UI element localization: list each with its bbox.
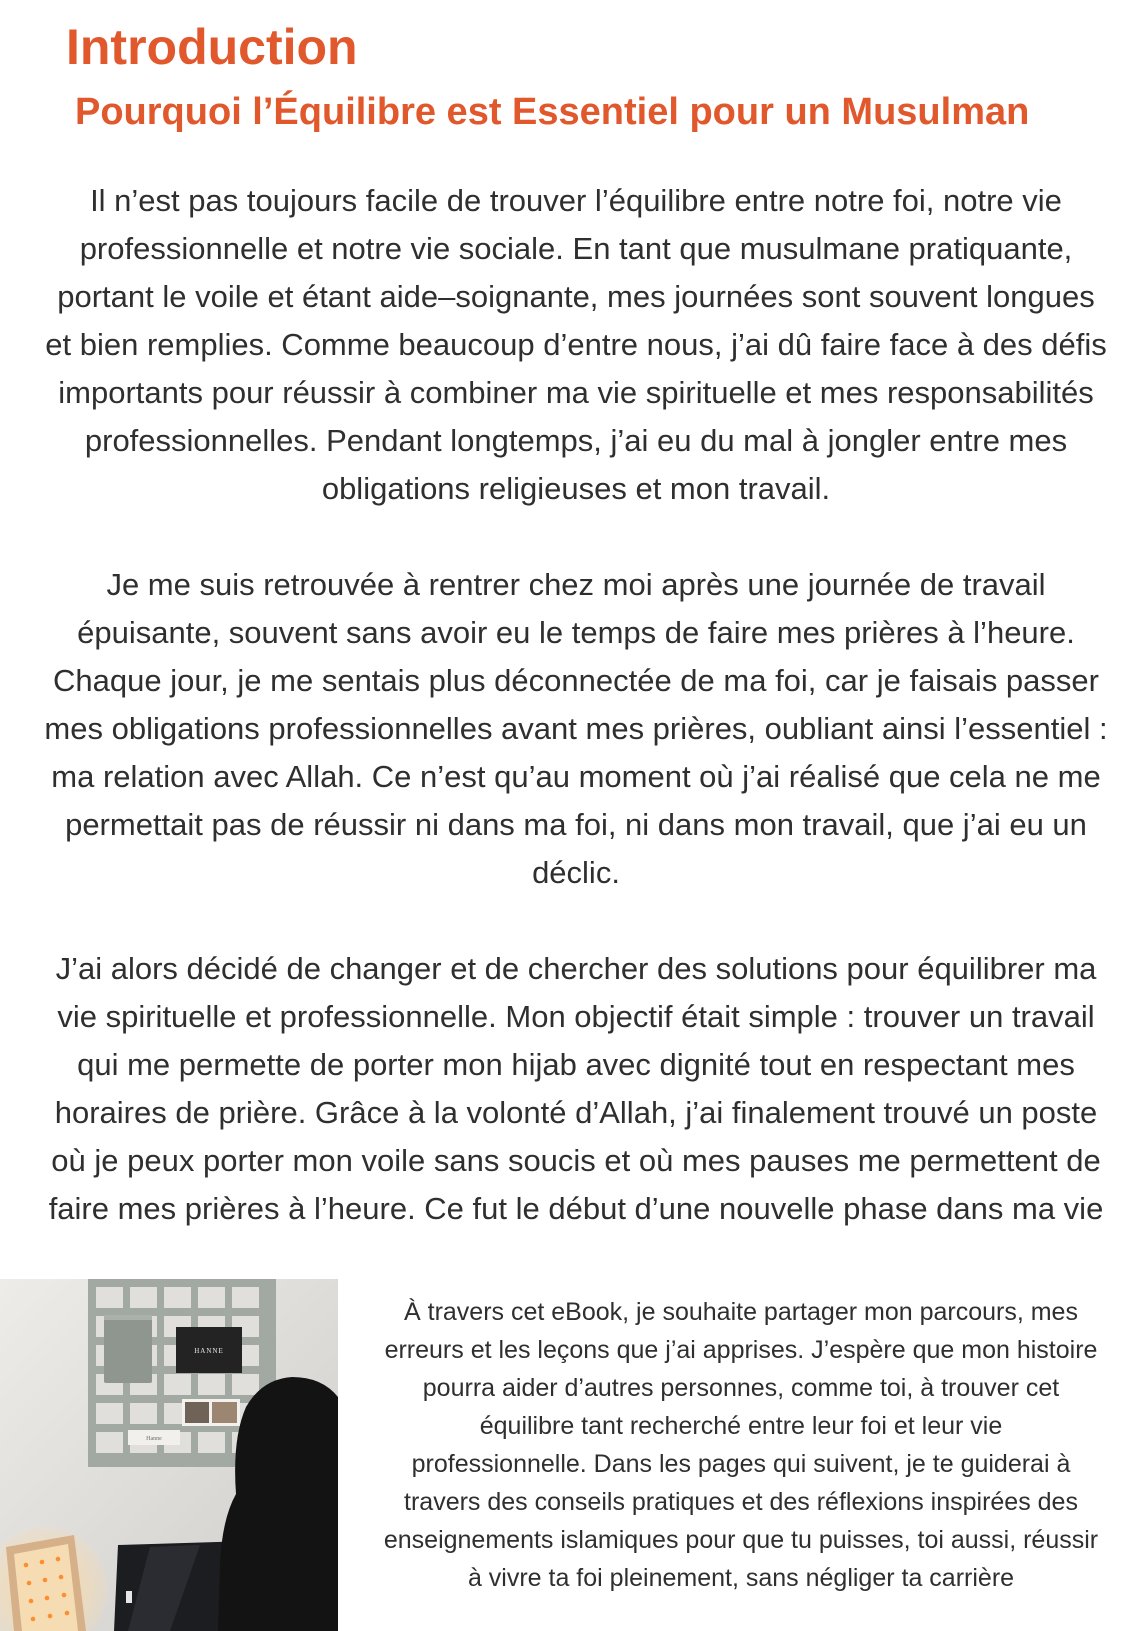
- paragraph-line: Chaque jour, je me sentais plus déconnectée de ma foi, car je faisais passer: [53, 663, 1099, 698]
- aside-text: [342, 1293, 1140, 1597]
- lamp-light: [59, 1575, 64, 1580]
- wall-pocket-body: [104, 1315, 152, 1383]
- aside-line: pourra aider d’autres personnes, comme toi, à trouver cet: [422, 1374, 1060, 1402]
- lamp-light: [24, 1563, 29, 1568]
- lamp-light: [40, 1560, 45, 1565]
- lamp-light: [43, 1578, 48, 1583]
- lamp-light: [29, 1599, 34, 1604]
- wall-pocket: [104, 1315, 152, 1383]
- lamp-light: [27, 1581, 32, 1586]
- lamp-panel: [14, 1544, 78, 1631]
- wall-pocket-lip: [104, 1315, 152, 1320]
- page-subtitle: Pourquoi l’Équilibre est Essentiel pour un Musulman: [75, 91, 1030, 133]
- white-card-label: Hanne: [146, 1436, 162, 1442]
- paragraph-line: ma relation avec Allah. Ce n’est qu’au moment où j’ai réalisé que cela ne me: [51, 759, 1101, 794]
- paragraph-line: où je peux porter mon voile sans soucis et où mes pauses me permettent de: [51, 1143, 1101, 1178]
- photo-print: [185, 1402, 209, 1423]
- paragraph-line: obligations religieuses et mon travail.: [321, 471, 831, 506]
- black-card: [176, 1327, 242, 1373]
- page-title: Introduction: [66, 19, 358, 75]
- paragraph: [10, 945, 1142, 1233]
- aside-line: erreurs et les leçons que j’ai apprises. J’espère que mon histoire: [384, 1336, 1098, 1364]
- paragraph-line: permettait pas de réussir ni dans ma foi, ni dans mon travail, que j’ai eu un: [65, 807, 1087, 842]
- paragraph-line: qui me permette de porter mon hijab avec dignité tout en respectant mes: [77, 1047, 1075, 1082]
- photo-illustration: [0, 1279, 338, 1631]
- paragraph-line: importants pour réussir à combiner ma vie spirituelle et mes responsabilités: [58, 375, 1094, 410]
- photo-print: [212, 1402, 237, 1423]
- paragraph-line: faire mes prières à l’heure. Ce fut le début d’une nouvelle phase dans ma vie: [48, 1191, 1104, 1226]
- aside-line: À travers cet eBook, je souhaite partager mon parcours, mes: [404, 1298, 1078, 1326]
- paragraph-line: professionnelle et notre vie sociale. En tant que musulmane pratiquante,: [79, 231, 1073, 266]
- paragraph-line: vie spirituelle et professionnelle. Mon objectif était simple : trouver un travail: [57, 999, 1095, 1034]
- paragraph-line: épuisante, souvent sans avoir eu le temps de faire mes prières à l’heure.: [77, 615, 1075, 650]
- laptop-sticker: [126, 1591, 132, 1603]
- paragraph: [10, 177, 1142, 513]
- paragraph-line: horaires de prière. Grâce à la volonté d’Allah, j’ai finalement trouvé un poste: [54, 1095, 1098, 1130]
- lamp-light: [56, 1557, 61, 1562]
- aside-line: travers des conseils pratiques et des réflexions inspirées des: [404, 1488, 1078, 1516]
- aside-line: professionnelle. Dans les pages qui suivent, je te guiderai à: [411, 1450, 1071, 1478]
- body-text: [10, 177, 1142, 1233]
- lamp-light: [62, 1593, 67, 1598]
- aside-line: équilibre tant recherché entre leur foi et leur vie: [479, 1412, 1003, 1440]
- paragraph: [10, 561, 1142, 897]
- paragraph-line: Je me suis retrouvée à rentrer chez moi après une journée de travail: [106, 567, 1046, 602]
- paragraph-line: mes obligations professionnelles avant mes prières, oubliant ainsi l’essentiel :: [44, 711, 1108, 746]
- lamp-light: [31, 1617, 36, 1622]
- photo: [0, 1279, 338, 1631]
- paragraph-line: et bien remplies. Comme beaucoup d’entre nous, j’ai dû faire face à des défis: [45, 327, 1107, 362]
- photo-prints: [182, 1399, 240, 1426]
- lamp-light: [45, 1596, 50, 1601]
- paragraph-line: portant le voile et étant aide–soignante, mes journées sont souvent longues: [57, 279, 1095, 314]
- paragraph-line: J’ai alors décidé de changer et de chercher des solutions pour équilibrer ma: [55, 951, 1097, 986]
- black-card-label: HANNE: [194, 1347, 224, 1355]
- lamp-light: [48, 1614, 53, 1619]
- paragraph-line: Il n’est pas toujours facile de trouver l’équilibre entre notre foi, notre vie: [90, 183, 1062, 218]
- white-card: [128, 1430, 180, 1445]
- paragraph-line: déclic.: [532, 855, 620, 890]
- aside-line: à vivre ta foi pleinement, sans négliger ta carrière: [467, 1564, 1015, 1592]
- lamp-light: [65, 1611, 70, 1616]
- paragraph-line: professionnelles. Pendant longtemps, j’ai eu du mal à jongler entre mes: [84, 423, 1068, 458]
- aside-line: enseignements islamiques pour que tu puisses, toi aussi, réussir: [383, 1526, 1099, 1554]
